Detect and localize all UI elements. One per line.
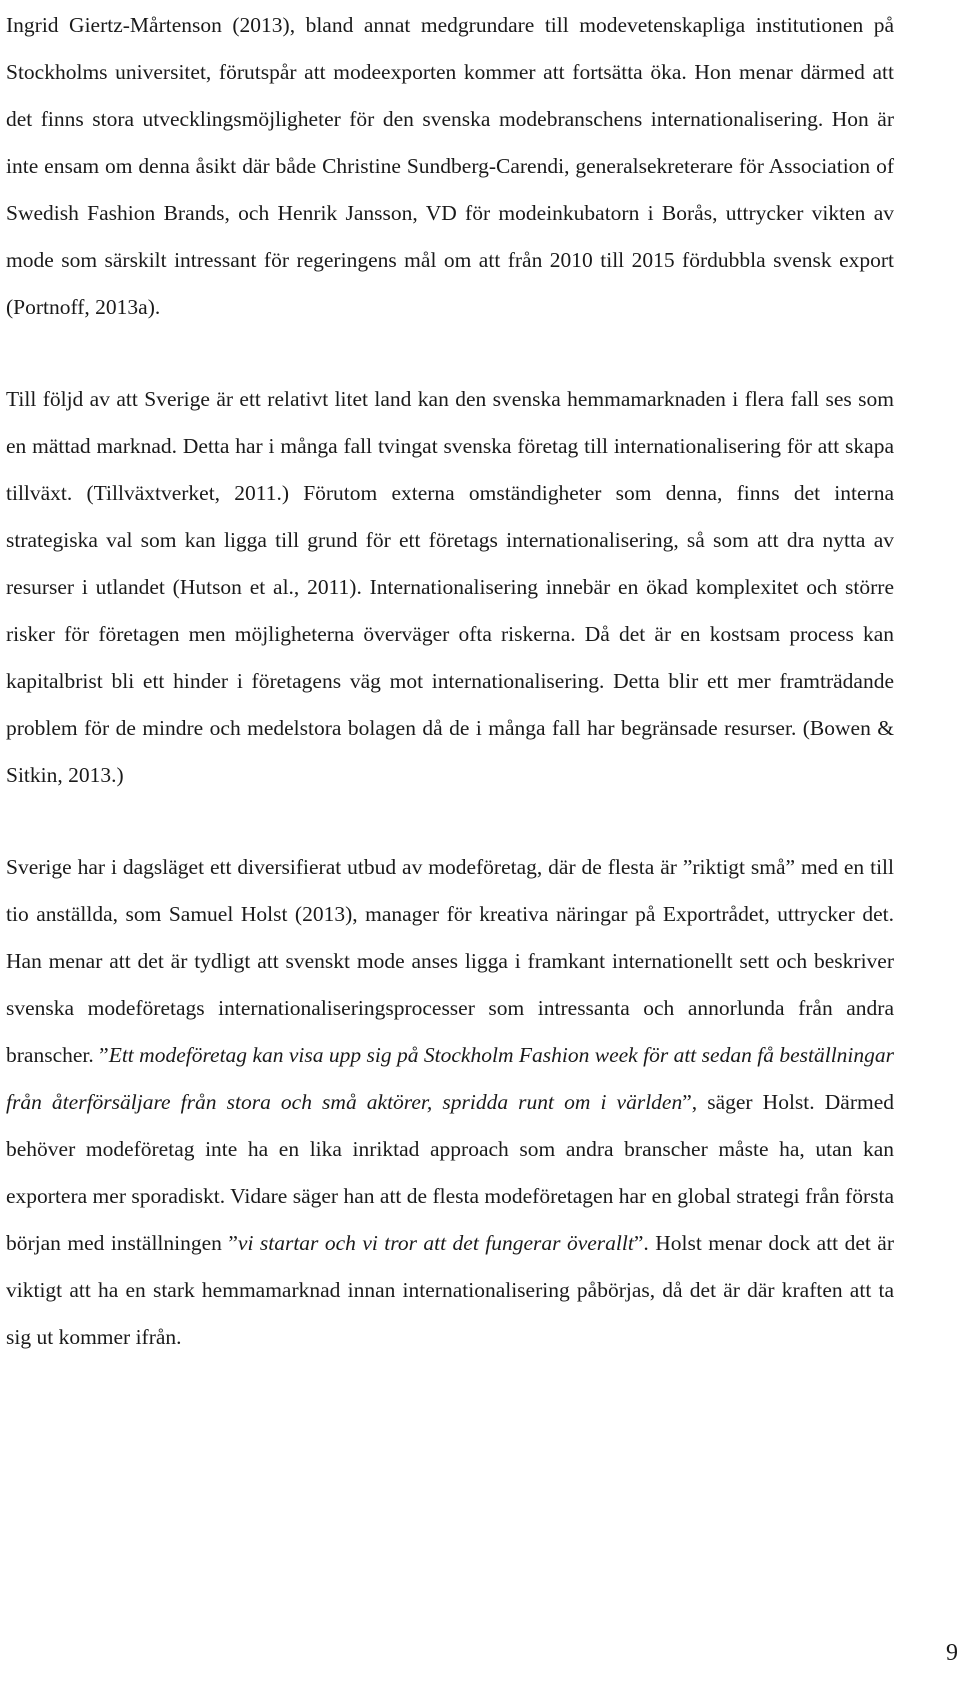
paragraph-1 bbox=[6, 2, 894, 331]
paragraph-3-text-b: ”, säger Holst. Därmed behöver modeföretag inte ha en lika inriktad approach som andra branscher måste ha, utan kan exportera mer sporadiskt. Vidare säger han att de flesta modeföretagen har en global strategi från första början med inställningen ” bbox=[6, 1090, 894, 1255]
document-page bbox=[6, 2, 894, 1361]
quote-stockholm-fashion-week: Ett modeföretag kan visa upp sig på Stockholm Fashion week för att sedan få beställningar från återförsäljare från stora och små aktörer, spridda runt om i världen bbox=[6, 1043, 895, 1114]
paragraph-2 bbox=[6, 376, 894, 799]
quote-works-everywhere: vi startar och vi tror att det fungerar överallt bbox=[237, 1231, 634, 1255]
paragraph-3-text-a: Sverige har i dagsläget ett diversifierat utbud av modeföretag, där de flesta är ”riktigt små” med en till tio anställda, som Samuel Holst (2013), manager för kreativa näringar på Exportrådet, uttrycker det. Han menar att det är tydligt att svenskt mode anses ligga i framkant internationellt sett och beskriver svenska modeföretags internationaliseringsprocesser som intressanta och annorlunda från andra branscher. ” bbox=[6, 855, 894, 1067]
paragraph-3 bbox=[6, 844, 894, 1361]
paragraph-2-text: Till följd av att Sverige är ett relativt litet land kan den svenska hemmamarknaden i flera fall ses som en mättad marknad. Detta har i många fall tvingat svenska företag till internationalisering för att skapa tillväxt. (Tillväxtverket, 2011.) Förutom externa omständigheter som denna, finns det interna strategiska val som kan ligga till grund för ett företags internationalisering, så som att dra nytta av resurser i utlandet (Hutson et al., 2011). Internationalisering innebär en ökad komplexitet och större risker för företagen men möjligheterna överväger ofta riskerna. Då det är en kostsam process kan kapitalbrist bli ett hinder i företagens väg mot internationalisering. Detta blir ett mer framträdande problem för de mindre och medelstora bolagen då de i många fall har begränsade resurser. (Bowen & Sitkin, 2013.) bbox=[6, 387, 894, 787]
page-number: 9 bbox=[946, 1640, 958, 1666]
paragraph-3-text-c: ”. Holst menar dock att det är viktigt att ha en stark hemmamarknad innan internationalisering påbörjas, då det är där kraften att ta sig ut kommer ifrån. bbox=[6, 1231, 894, 1349]
paragraph-1-text: Ingrid Giertz-Mårtenson (2013), bland annat medgrundare till modevetenskapliga institutionen på Stockholms universitet, förutspår att modeexporten kommer att fortsätta öka. Hon menar därmed att det finns stora utvecklingsmöjligheter för den svenska modebranschens internationalisering. Hon är inte ensam om denna åsikt där både Christine Sundberg-Carendi, generalsekreterare för Association of Swedish Fashion Brands, och Henrik Jansson, VD för modeinkubatorn i Borås, uttrycker vikten av mode som särskilt intressant för regeringens mål om att från 2010 till 2015 fördubbla svensk export (Portnoff, 2013a). bbox=[6, 13, 894, 319]
